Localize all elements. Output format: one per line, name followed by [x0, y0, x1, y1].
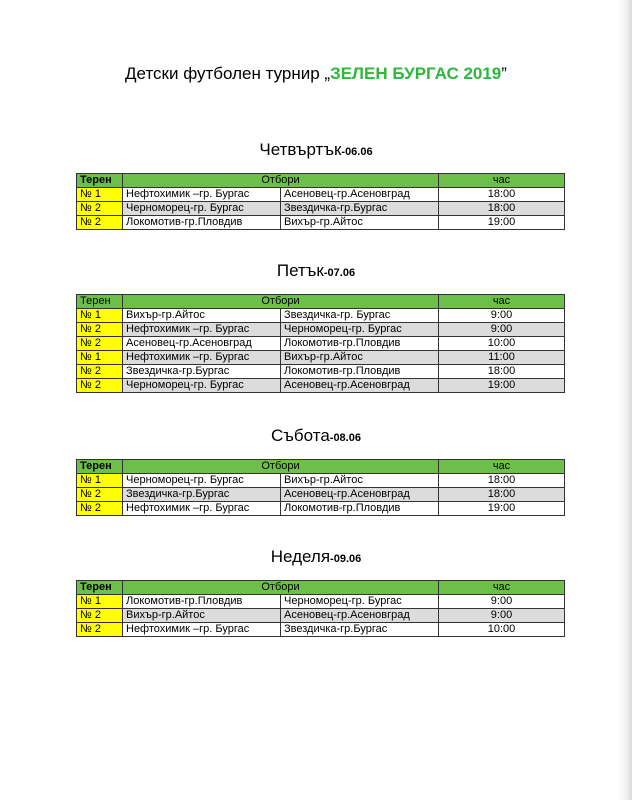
team1-cell: Черноморец-гр. Бургас	[123, 379, 281, 393]
team1-cell: Локомотив-гр.Пловдив	[123, 595, 281, 609]
team1-cell: Нефтохимик –гр. Бургас	[123, 623, 281, 637]
table-header-row	[77, 295, 565, 309]
table-header-row	[77, 174, 565, 188]
team2-cell: Вихър-гр.Айтос	[281, 216, 439, 230]
day-heading-sunday	[0, 547, 632, 567]
schedule-table-thursday	[76, 173, 565, 230]
table-row	[77, 337, 565, 351]
team2-cell: Локомотив-гр.Пловдив	[281, 365, 439, 379]
schedule-table-friday	[76, 294, 565, 393]
day-heading-thursday	[0, 140, 632, 160]
team1-cell: Локомотив-гр.Пловдив	[123, 216, 281, 230]
schedule-table-sunday	[76, 580, 565, 637]
field-cell: № 2	[77, 365, 123, 379]
day-name: Неделя	[270, 547, 331, 566]
table-row	[77, 502, 565, 516]
table-header-row	[77, 460, 565, 474]
table-row	[77, 379, 565, 393]
time-cell: 19:00	[439, 379, 565, 393]
header-field: Терен	[77, 295, 123, 309]
header-teams: Отбори	[123, 295, 439, 309]
time-cell: 10:00	[439, 337, 565, 351]
day-name: Събота	[271, 426, 330, 445]
time-cell: 18:00	[439, 202, 565, 216]
team2-cell: Локомотив-гр.Пловдив	[281, 502, 439, 516]
team2-cell: Асеновец-гр.Асеновград	[281, 188, 439, 202]
header-time: час	[439, 295, 565, 309]
field-cell: № 2	[77, 502, 123, 516]
team1-cell: Нефтохимик –гр. Бургас	[123, 351, 281, 365]
table-row	[77, 365, 565, 379]
table-header-row	[77, 581, 565, 595]
team1-cell: Черноморец-гр. Бургас	[123, 202, 281, 216]
field-cell: № 1	[77, 188, 123, 202]
table-row	[77, 595, 565, 609]
team2-cell: Звездичка-гр.Бургас	[281, 623, 439, 637]
title-suffix: ”	[501, 64, 507, 83]
team2-cell: Асеновец-гр.Асеновград	[281, 488, 439, 502]
team1-cell: Асеновец-гр.Асеновград	[123, 337, 281, 351]
time-cell: 11:00	[439, 351, 565, 365]
team1-cell: Звездичка-гр.Бургас	[123, 365, 281, 379]
day-date: -07.06	[323, 267, 356, 279]
document-title	[0, 64, 632, 84]
header-teams: Отбори	[123, 460, 439, 474]
schedule-table-saturday	[76, 459, 565, 516]
header-field: Терен	[77, 174, 123, 188]
team1-cell: Нефтохимик –гр. Бургас	[123, 323, 281, 337]
time-cell: 9:00	[439, 323, 565, 337]
time-cell: 19:00	[439, 502, 565, 516]
field-cell: № 2	[77, 323, 123, 337]
field-cell: № 2	[77, 488, 123, 502]
header-time: час	[439, 581, 565, 595]
day-date: -08.06	[329, 432, 361, 444]
day-name: Петък	[276, 261, 324, 280]
time-cell: 18:00	[439, 474, 565, 488]
time-cell: 18:00	[439, 188, 565, 202]
team2-cell: Звездичка-гр.Бургас	[281, 202, 439, 216]
table-row	[77, 609, 565, 623]
team1-cell: Звездичка-гр.Бургас	[123, 488, 281, 502]
field-cell: № 1	[77, 351, 123, 365]
team2-cell: Звездичка-гр. Бургас	[281, 309, 439, 323]
page-edge-shadow	[618, 0, 632, 800]
field-cell: № 2	[77, 609, 123, 623]
day-heading-saturday	[0, 426, 632, 446]
table-row	[77, 623, 565, 637]
time-cell: 18:00	[439, 488, 565, 502]
field-cell: № 2	[77, 216, 123, 230]
table-row	[77, 474, 565, 488]
field-cell: № 2	[77, 337, 123, 351]
field-cell: № 2	[77, 202, 123, 216]
field-cell: № 2	[77, 623, 123, 637]
field-cell: № 1	[77, 595, 123, 609]
table-row	[77, 216, 565, 230]
title-highlight: ЗЕЛЕН БУРГАС 2019	[330, 64, 502, 83]
header-field: Терен	[77, 460, 123, 474]
day-name: Четвъртък	[259, 140, 342, 159]
header-time: час	[439, 460, 565, 474]
team2-cell: Асеновец-гр.Асеновград	[281, 379, 439, 393]
header-field: Терен	[77, 581, 123, 595]
table-row	[77, 488, 565, 502]
day-heading-friday	[0, 261, 632, 281]
field-cell: № 1	[77, 474, 123, 488]
team2-cell: Локомотив-гр.Пловдив	[281, 337, 439, 351]
field-cell: № 2	[77, 379, 123, 393]
table-row	[77, 323, 565, 337]
table-row	[77, 309, 565, 323]
table-row	[77, 351, 565, 365]
team2-cell: Черноморец-гр. Бургас	[281, 323, 439, 337]
day-date: -06.06	[341, 146, 373, 158]
team1-cell: Вихър-гр.Айтос	[123, 309, 281, 323]
team2-cell: Вихър-гр.Айтос	[281, 474, 439, 488]
title-prefix: Детски футболен турнир „	[125, 64, 331, 83]
header-teams: Отбори	[123, 581, 439, 595]
time-cell: 19:00	[439, 216, 565, 230]
team1-cell: Нефтохимик –гр. Бургас	[123, 502, 281, 516]
time-cell: 18:00	[439, 365, 565, 379]
team1-cell: Нефтохимик –гр. Бургас	[123, 188, 281, 202]
team2-cell: Асеновец-гр.Асеновград	[281, 609, 439, 623]
time-cell: 9:00	[439, 309, 565, 323]
header-teams: Отбори	[123, 174, 439, 188]
table-row	[77, 188, 565, 202]
time-cell: 9:00	[439, 609, 565, 623]
team1-cell: Вихър-гр.Айтос	[123, 609, 281, 623]
field-cell: № 1	[77, 309, 123, 323]
team1-cell: Черноморец-гр. Бургас	[123, 474, 281, 488]
team2-cell: Вихър-гр.Айтос	[281, 351, 439, 365]
header-time: час	[439, 174, 565, 188]
time-cell: 10:00	[439, 623, 565, 637]
day-date: -09.06	[330, 553, 362, 565]
team2-cell: Черноморец-гр. Бургас	[281, 595, 439, 609]
table-row	[77, 202, 565, 216]
time-cell: 9:00	[439, 595, 565, 609]
